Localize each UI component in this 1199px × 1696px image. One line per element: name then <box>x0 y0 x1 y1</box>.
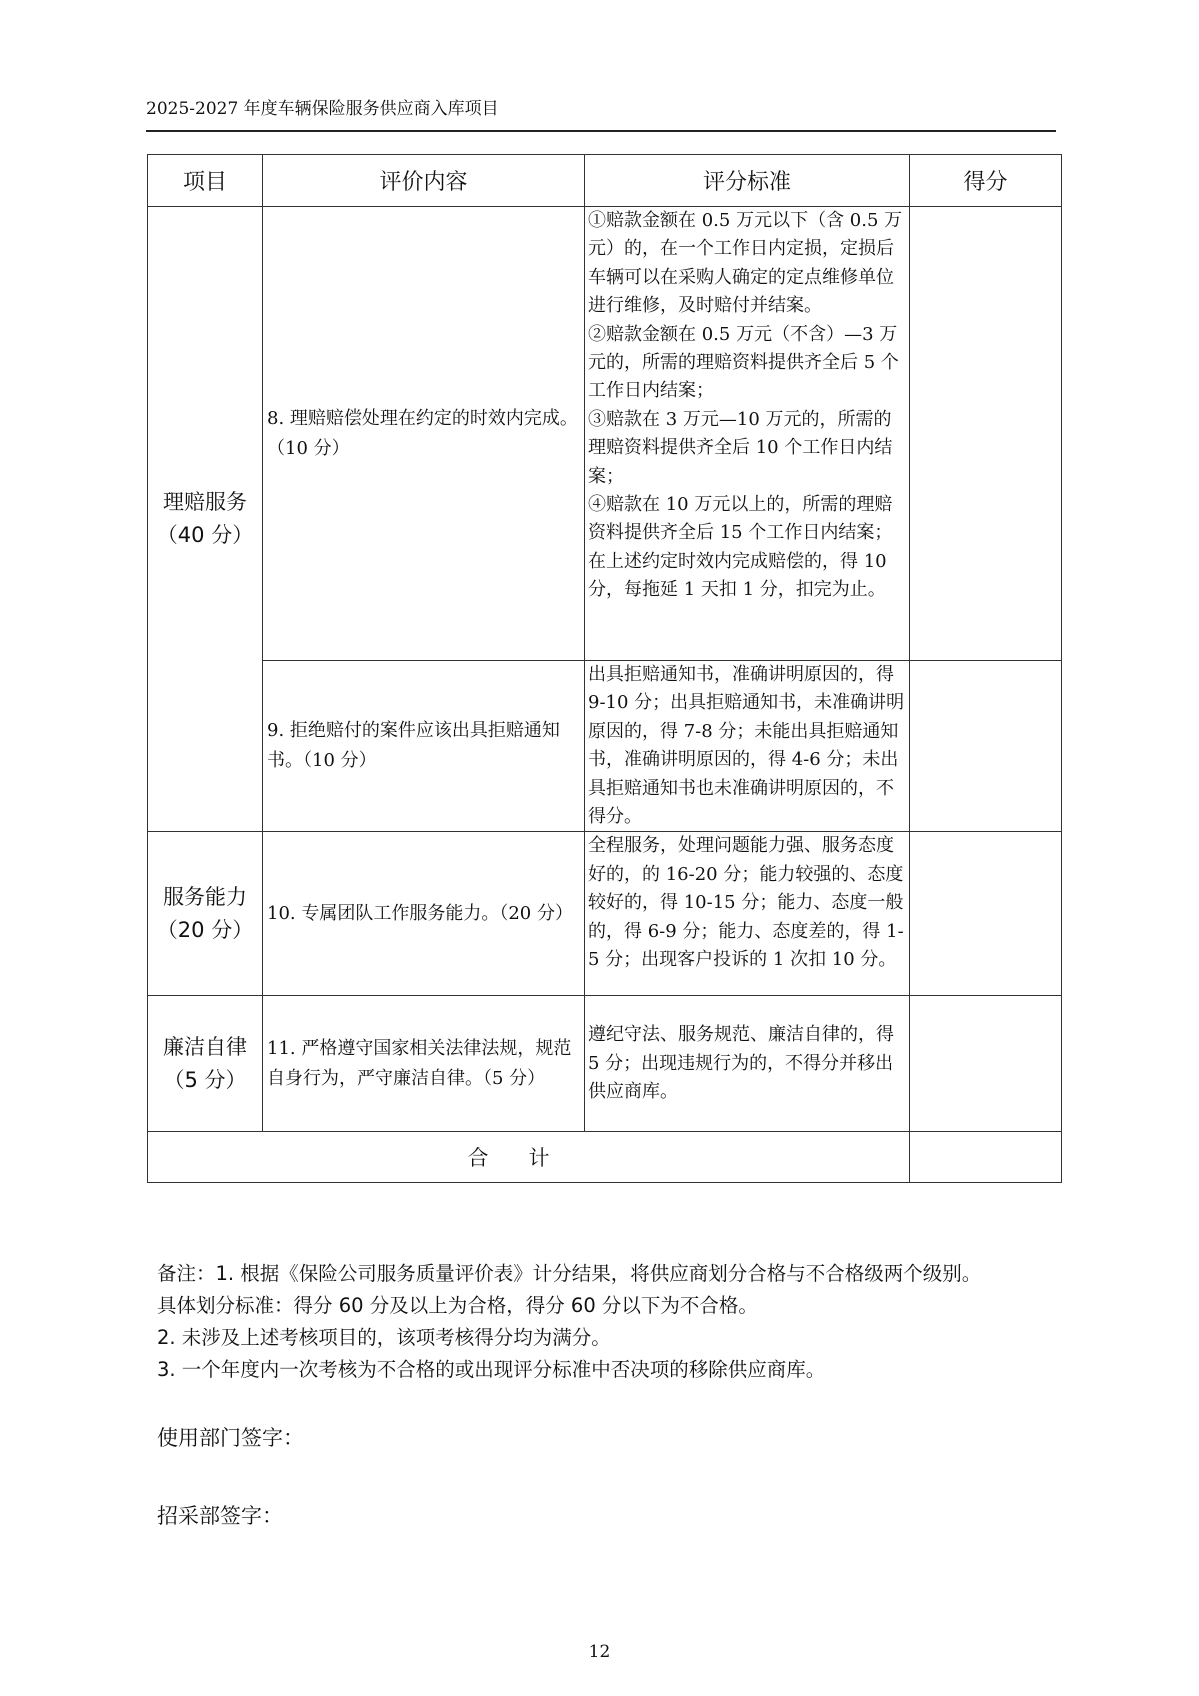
note-line: 2. 未涉及上述考核项目的，该项考核得分均为满分。 <box>157 1326 611 1349</box>
table-header-row <box>148 155 1062 207</box>
score-cell[interactable] <box>910 207 1062 661</box>
content-cell: 9. 拒绝赔付的案件应该出具拒赔通知书。（10 分） <box>263 661 585 832</box>
criteria-cell: 遵纪守法、服务规范、廉洁自律的，得 5 分；出现违规行为的，不得分并移出供应商库。 <box>585 996 910 1132</box>
table-row <box>148 661 1062 832</box>
total-label: 合计 <box>148 1132 910 1183</box>
header-item: 项目 <box>148 155 263 207</box>
header-content: 评价内容 <box>263 155 585 207</box>
total-score-cell[interactable] <box>910 1132 1062 1183</box>
page-number: 12 <box>588 1642 611 1662</box>
dept-signature-label: 使用部门签字： <box>157 1426 304 1450</box>
criteria-cell: 出具拒赔通知书，准确讲明原因的，得 9-10 分；出具拒赔通知书，未准确讲明原因的，得 7-8 分；未能出具拒赔通知书，准确讲明原因的，得 4-6 分；未出具拒赔通知书也未准确讲明原因的，不得分。 <box>585 661 910 832</box>
note-line: 备注：1. 根据《保险公司服务质量评价表》计分结果，将供应商划分合格与不合格级两个级别。 <box>157 1262 982 1285</box>
header-score: 得分 <box>910 155 1062 207</box>
table-row <box>148 996 1062 1132</box>
criteria-cell: ①赔款金额在 0.5 万元以下（含 0.5 万元）的，在一个工作日内定损，定损后车辆可以在采购人确定的定点维修单位进行维修，及时赔付并结案。 ②赔款金额在 0.5 万元（不含）—3 万元的，所需的理赔资料提供齐全后 5 个工作日内结案； ③赔款在 3 万元—10 万元的，所需的理赔资料提供齐全后 10 个工作日内结案； ④赔款在 10 万元以上的，所需的理赔资料提供齐全后 15 个工作日内结案； 在上述约定时效内完成赔偿的，得 10 分，每拖延 1 天扣 1 分，扣完为止。 <box>585 207 910 661</box>
score-cell[interactable] <box>910 832 1062 996</box>
table-row <box>148 207 1062 661</box>
category-integrity: 廉洁自律 （5 分） <box>148 996 263 1132</box>
total-row <box>148 1132 1062 1183</box>
score-cell[interactable] <box>910 996 1062 1132</box>
content-cell: 8. 理赔赔偿处理在约定的时效内完成。（10 分） <box>263 207 585 661</box>
note-line: 具体划分标准：得分 60 分及以上为合格，得分 60 分以下为不合格。 <box>157 1294 758 1317</box>
category-claims: 理赔服务 （40 分） <box>148 207 263 832</box>
notes <box>157 1258 1057 1386</box>
evaluation-table <box>147 154 1062 1183</box>
header-title: 2025-2027 年度车辆保险服务供应商入库项目 <box>146 99 499 119</box>
criteria-cell: 全程服务，处理问题能力强、服务态度好的，的 16-20 分；能力较强的、态度较好的，得 10-15 分；能力、态度一般的，得 6-9 分；能力、态度差的，得 1-5 分；出现客户投诉的 1 次扣 10 分。 <box>585 832 910 996</box>
content-cell: 10. 专属团队工作服务能力。（20 分） <box>263 832 585 996</box>
note-line: 3. 一个年度内一次考核为不合格的或出现评分标准中否决项的移除供应商库。 <box>157 1358 826 1381</box>
category-service: 服务能力 （20 分） <box>148 832 263 996</box>
score-cell[interactable] <box>910 661 1062 832</box>
content-cell: 11. 严格遵守国家相关法律法规，规范自身行为，严守廉洁自律。（5 分） <box>263 996 585 1132</box>
table-row <box>148 832 1062 996</box>
document-header <box>146 96 1056 132</box>
header-criteria: 评分标准 <box>585 155 910 207</box>
procurement-signature-label: 招采部签字： <box>157 1504 283 1528</box>
